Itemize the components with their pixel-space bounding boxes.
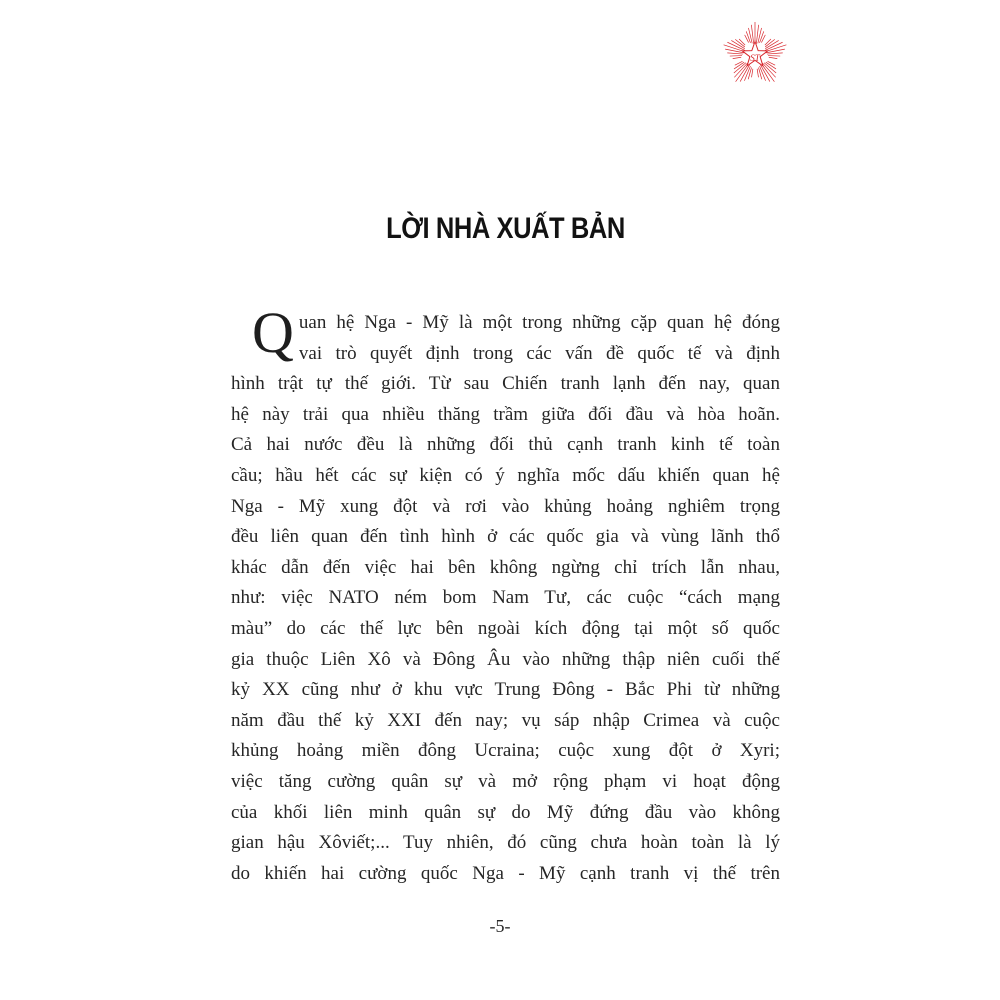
body-line: như: việc NATO ném bom Nam Tư, các cuộc “cách mạng — [231, 587, 780, 609]
body-line: do khiến hai cường quốc Nga - Mỹ cạnh tranh vị thế trên — [231, 862, 780, 884]
body-line: kỷ XX cũng như ở khu vực Trung Đông - Bắc Phi từ những — [231, 679, 780, 701]
body-line: việc tăng cường quân sự và mở rộng phạm vi hoạt động — [231, 770, 780, 792]
body-line: màu” do các thế lực bên ngoài kích động tại một số quốc — [231, 617, 780, 639]
dropcap-row — [231, 300, 780, 369]
drop-cap: Q — [252, 300, 294, 365]
body-line: hệ này trải qua nhiều thăng trầm giữa đối đầu và hòa hoãn. — [231, 403, 780, 425]
body-line: khác dẫn đến việc hai bên không ngừng chỉ trích lẫn nhau, — [231, 556, 780, 578]
body-line: gian hậu Xôviết;... Tuy nhiên, đó cũng chưa hoàn toàn là lý — [231, 832, 780, 854]
body-line: vai trò quyết định trong các vấn đề quốc tế và định — [298, 342, 780, 364]
body-line: cầu; hầu hết các sự kiện có ý nghĩa mốc dấu khiến quan hệ — [231, 464, 780, 486]
body-line: khủng hoảng miền đông Ucraina; cuộc xung đột ở Xyri; — [231, 740, 780, 762]
dropcap-lines — [299, 308, 780, 369]
chapter-title-text: LỜI NHÀ XUẤT BẢN — [386, 212, 625, 245]
body-line: đều liên quan đến tình hình ở các quốc gia và vùng lãnh thổ — [231, 526, 780, 548]
body-line: của khối liên minh quân sự do Mỹ đứng đầu vào không — [231, 801, 780, 823]
body-line: gia thuộc Liên Xô và Đông Âu vào những thập niên cuối thế — [231, 648, 780, 670]
page-number: -5- — [489, 916, 511, 936]
body-line: Nga - Mỹ xung đột và rơi vào khủng hoảng nghiêm trọng — [231, 495, 780, 517]
body-text — [231, 300, 780, 889]
body-line: Cả hai nước đều là những đối thủ cạnh tranh kinh tế toàn — [231, 434, 780, 456]
body-line: uan hệ Nga - Mỹ là một trong những cặp quan hệ đóng — [298, 312, 780, 333]
logo-monogram: ST — [750, 52, 760, 63]
body-line: năm đầu thế kỷ XXI đến nay; vụ sáp nhập Crimea và cuộc — [231, 709, 780, 731]
chapter-title — [231, 212, 780, 246]
body-line: hình trật tự thế giới. Từ sau Chiến tranh lạnh đến nay, quan — [231, 373, 780, 395]
publisher-star-logo-icon — [719, 21, 791, 93]
